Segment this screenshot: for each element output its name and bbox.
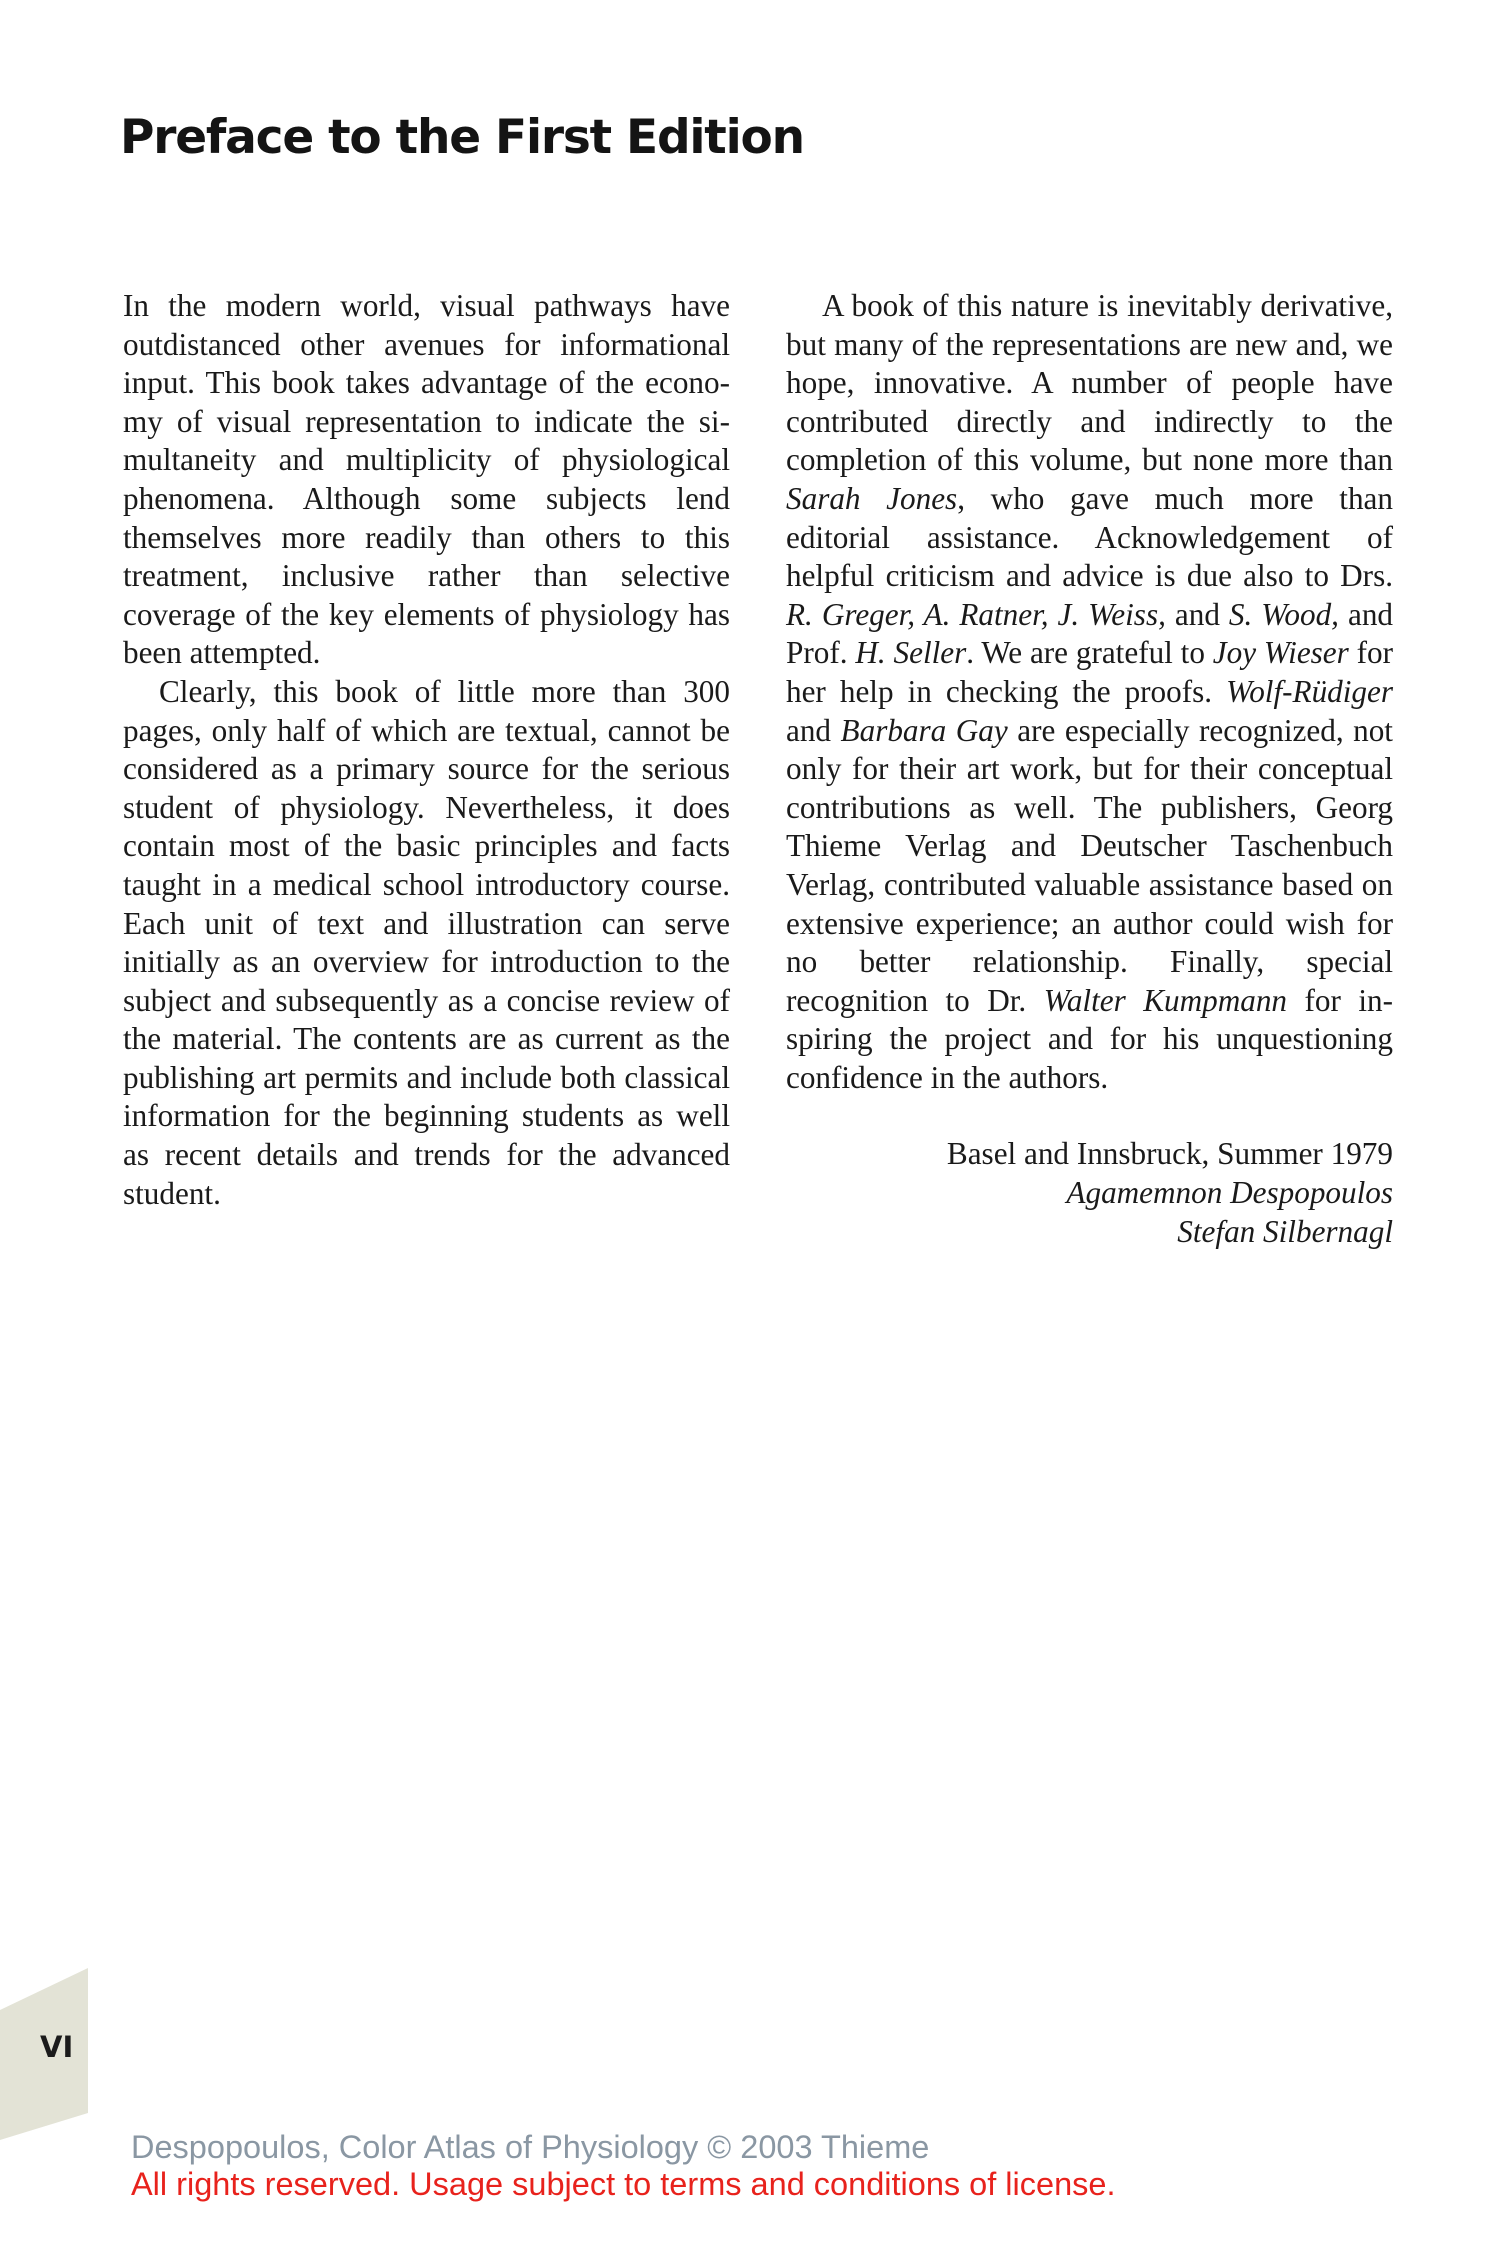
text-run: and	[1165, 596, 1229, 632]
footer-copyright: Despopoulos, Color Atlas of Physiology © 2003 Thieme	[131, 2129, 930, 2165]
person-name: Barbara Gay	[840, 712, 1008, 748]
paragraph-acknowledgements	[786, 287, 1393, 1097]
text-run: . We are grateful to	[966, 635, 1213, 671]
text-run: for her help in checking the proofs.	[786, 635, 1393, 709]
person-name: Joy Wieser	[1212, 635, 1349, 671]
footer-license: All rights reserved. Usage subject to terms and conditions of license.	[131, 2166, 1116, 2202]
text-run: are especially recognized, not only for their art work, but for their conceptual contributions as well. The publishers, Georg Thieme Verlag and Deutscher Taschenbuch Verlag, contributed valuable assistance based on extensive experience; an author could wish for no better relationship. Finally, special recognition to Dr.	[786, 712, 1393, 1018]
person-name: Sarah Jones	[786, 480, 958, 516]
right-column	[786, 287, 1393, 1251]
paragraph-scope: Clearly, this book of little more than 300 pages, only half of which are textual, cannot be considered as a primary source for the serious student of physiology. Nevertheless, it does contain most of the basic principles and facts taught in a medical school introductory course. Each unit of text and illustration can serve initially as an overview for introduction to the subject and subsequently as a concise review of the material. The contents are as current as the publishing art permits and include both classical information for the beginning students as well as recent details and trends for the advanced student.	[123, 673, 730, 1211]
person-name: S. Wood,	[1228, 596, 1339, 632]
place-date: Basel and Innsbruck, Summer 1979	[946, 1136, 1393, 1172]
person-name: Wolf-Rüdiger	[1226, 673, 1393, 709]
text-run: and	[786, 712, 841, 748]
text-run: A book of this nature is inevitably derivative, but many of the representations are new and, we hope, innovative. A number of people have contributed directly and indirectly to the completion of this volume, but none more than	[786, 288, 1393, 478]
author-name: Stefan Silbernagl	[1177, 1213, 1393, 1249]
text-run: , who gave much more than editorial assistance. Acknowledgement of helpful criticism and advice is due also to Drs.	[786, 480, 1393, 594]
left-column	[123, 287, 730, 1213]
paragraph-intro: In the modern world, visual pathways have outdistanced other avenues for informational input. This book takes advantage of the economy of visual representation to indicate the simultaneity and multiplicity of physiological phenomena. Although some subjects lend themselves more readily than others to this treatment, inclusive rather than selective coverage of the key elements of physiology has been attempted.	[123, 288, 730, 671]
person-name: H. Seller	[855, 635, 967, 671]
text-run: and Prof.	[786, 596, 1394, 671]
text-run: for inspiring the project and for his unquestioning confidence in the authors.	[786, 982, 1393, 1095]
footer	[131, 2129, 1116, 2203]
page-title: Preface to the First Edition	[120, 110, 804, 165]
person-name: R. Greger, A. Ratner, J. Weiss,	[786, 596, 1166, 632]
page-number: VI	[40, 2030, 74, 2064]
person-name: Walter Kumpmann	[1043, 982, 1288, 1018]
author-name: Agamemnon Despopoulos	[1066, 1175, 1393, 1211]
signature-block	[786, 1135, 1393, 1251]
